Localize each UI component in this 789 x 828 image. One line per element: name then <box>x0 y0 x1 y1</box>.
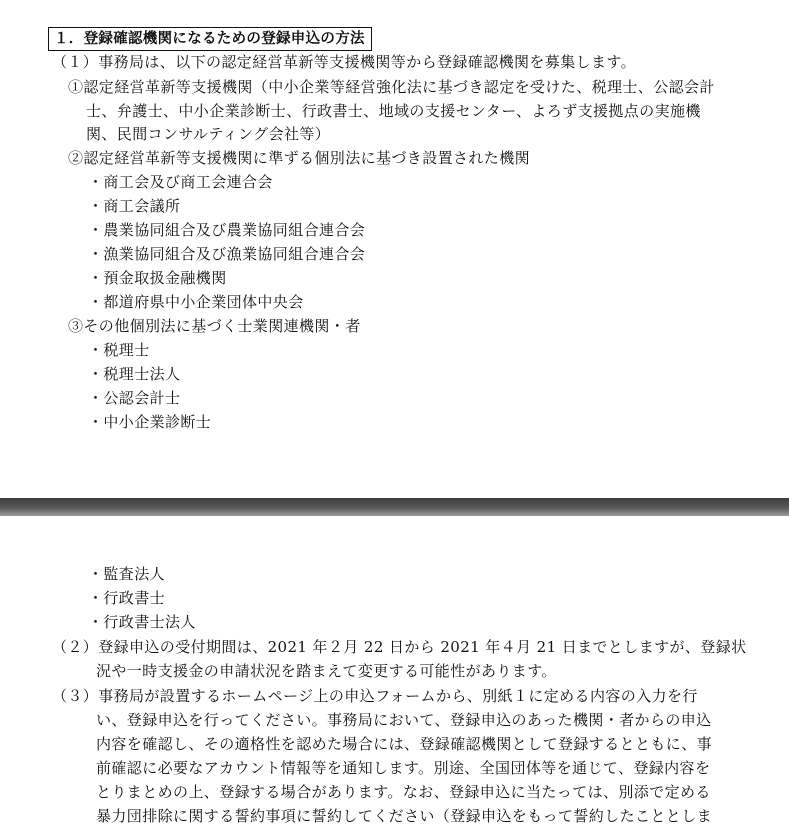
item-2-line-1: （２）登録申込の受付期間は、2021 年２月 22 日から 2021 年４月 21 日までとしますが、登録状 <box>52 638 747 656</box>
list-item: ・税理士法人 <box>88 365 181 383</box>
item-3-line-3: 内容を確認し、その適格性を認めた場合には、登録確認機関として登録するとともに、事 <box>96 735 713 753</box>
list-item: ・行政書士 <box>88 589 166 607</box>
item-3-line-2: い、登録申込を行ってください。事務局において、登録申込のあった機関・者からの申込 <box>96 711 712 729</box>
subitem-1-line-1: ①認定経営革新等支援機関（中小企業等経営強化法に基づき認定を受けた、税理士、公認会計 <box>68 78 715 96</box>
item-3-line-5: とりまとめの上、登録する場合があります。なお、登録申込に当たっては、別添で定める <box>96 783 711 801</box>
list-item: ・中小企業診断士 <box>88 413 212 431</box>
list-item: ・都道府県中小企業団体中央会 <box>88 293 304 311</box>
page-separator <box>0 498 789 516</box>
section-heading: １．登録確認機関になるための登録申込の方法 <box>48 27 372 51</box>
list-item: ・公認会計士 <box>88 389 181 407</box>
item-3-line-1: （３）事務局が設置するホームページ上の申込フォームから、別紙１に定める内容の入力を行 <box>52 687 698 705</box>
list-item: ・漁業協同組合及び漁業協同組合連合会 <box>88 245 366 263</box>
document-page-2 <box>0 516 789 828</box>
list-item: ・監査法人 <box>88 565 166 583</box>
item-3-line-4: 前確認に必要なアカウント情報等を通知します。別途、全国団体等を通じて、登録内容を <box>96 759 711 777</box>
item-2-line-2: 況や一時支援金の申請状況を踏まえて変更する可能性があります。 <box>96 662 557 680</box>
item-1-text: （１）事務局は、以下の認定経営革新等支援機関等から登録確認機関を募集します。 <box>52 53 637 71</box>
subitem-3-text: ③その他個別法に基づく士業関連機関・者 <box>68 317 361 335</box>
list-item: ・商工会議所 <box>88 197 181 215</box>
list-item: ・税理士 <box>88 341 150 359</box>
item-3-line-6: 暴力団排除に関する誓約事項に誓約してください（登録申込をもって誓約したこととしま <box>96 807 713 825</box>
subitem-1-line-2: 士、弁護士、中小企業診断士、行政書士、地域の支援センター、よろず支援拠点の実施機 <box>86 102 701 120</box>
list-item: ・商工会及び商工会連合会 <box>88 173 273 191</box>
list-item: ・農業協同組合及び農業協同組合連合会 <box>88 221 366 239</box>
list-item: ・行政書士法人 <box>88 613 196 631</box>
subitem-1-line-3: 関、民間コンサルティング会社等） <box>86 125 331 143</box>
list-item: ・預金取扱金融機関 <box>88 269 227 287</box>
subitem-2-text: ②認定経営革新等支援機関に準ずる個別法に基づき設置された機関 <box>68 149 531 167</box>
